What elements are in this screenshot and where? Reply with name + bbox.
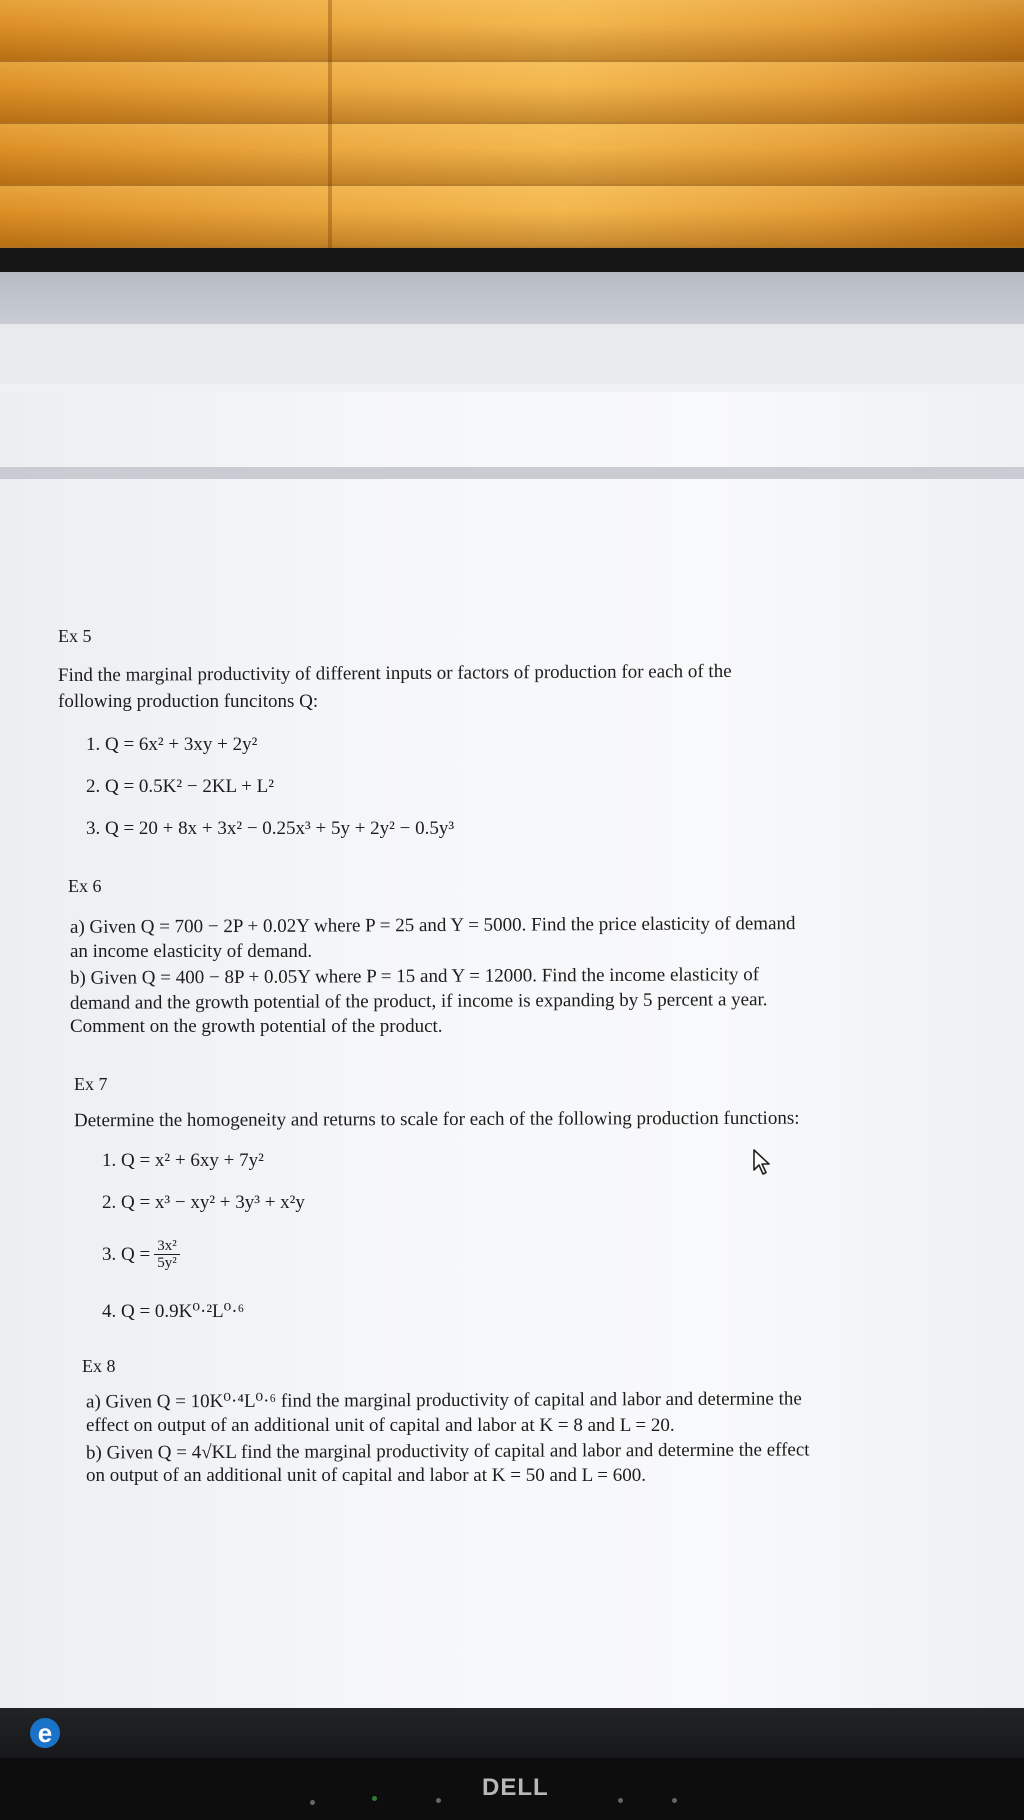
ex7-heading: Ex 7 [74, 1074, 108, 1094]
blind-slat [0, 62, 1024, 124]
monitor-top-bezel [0, 248, 1024, 274]
blind-slat [0, 0, 1024, 62]
ex5-heading: Ex 5 [58, 626, 92, 646]
dell-logo: DELL [482, 1774, 549, 1801]
edge-browser-icon[interactable]: e [30, 1718, 60, 1748]
ex5-intro-line2: following production funcitons Q: [58, 691, 319, 712]
ex6-line1: a) Given Q = 700 − 2P + 0.02Y where P = 25 and Y = 5000. Find the price elasticity of demand [69, 913, 796, 938]
ex8-line3: b) Given Q = 4√KL find the marginal productivity of capital and labor and determine the effect [85, 1439, 810, 1464]
ex7-item-3-fraction [154, 1238, 180, 1271]
ex7-item-3 [102, 1238, 180, 1271]
ex8-line2: effect on output of an additional unit of capital and labor at K = 8 and L = 20. [86, 1415, 675, 1436]
ex6-line3: b) Given Q = 400 − 8P + 0.05Y where P = 15 and Y = 12000. Find the income elasticity of [69, 964, 760, 989]
ex7-item-2: 2. Q = x³ − xy² + 3y³ + x²y [102, 1192, 305, 1213]
ex5-item-1: 1. Q = 6x² + 3xy + 2y² [86, 734, 258, 755]
browser-band [0, 324, 1024, 385]
ex5-item-2: 2. Q = 0.5K² − 2KL + L² [86, 776, 274, 797]
blind-slat [0, 124, 1024, 186]
ex5-intro-line1: Find the marginal productivity of different inputs or factors of production for each of the [57, 660, 732, 687]
bezel-dot [672, 1798, 677, 1803]
ex8-line1: a) Given Q = 10K⁰·⁴L⁰·⁶ find the marginal productivity of capital and labor and determine the [85, 1388, 802, 1413]
ex7-item-3-prefix: 3. Q = [102, 1243, 151, 1265]
window-blinds [0, 0, 1024, 260]
ex8-heading: Ex 8 [82, 1356, 116, 1376]
fraction-numerator: 3x² [154, 1238, 180, 1255]
ex8-line4: on output of an additional unit of capital and labor at K = 50 and L = 600. [86, 1465, 646, 1486]
browser-band [0, 384, 1024, 392]
ex6-line5: Comment on the growth potential of the product. [70, 1016, 443, 1037]
bezel-dot [372, 1796, 377, 1801]
taskbar [0, 1708, 1024, 1758]
ex7-intro: Determine the homogeneity and returns to scale for each of the following production functions: [73, 1107, 800, 1132]
blind-slat [0, 186, 1024, 248]
ex5-item-3: 3. Q = 20 + 8x + 3x² − 0.25x³ + 5y + 2y² − 0.5y³ [86, 818, 455, 839]
fraction-denominator: 5y² [157, 1255, 177, 1271]
ex6-line2: an income elasticity of demand. [70, 941, 313, 962]
blind-seam [328, 0, 332, 260]
browser-band [0, 467, 1024, 479]
ex6-line4: demand and the growth potential of the product, if income is expanding by 5 percent a year. [69, 989, 768, 1014]
bezel-dot [436, 1798, 441, 1803]
browser-toolbar[interactable] [0, 272, 1024, 325]
mouse-cursor-icon [752, 1148, 774, 1176]
bezel-dot [310, 1800, 315, 1805]
ex7-item-4: 4. Q = 0.9K⁰·²L⁰·⁶ [102, 1301, 245, 1322]
ex6-heading: Ex 6 [68, 876, 102, 896]
ex7-item-1: 1. Q = x² + 6xy + 7y² [102, 1150, 264, 1171]
bezel-dot [618, 1798, 623, 1803]
